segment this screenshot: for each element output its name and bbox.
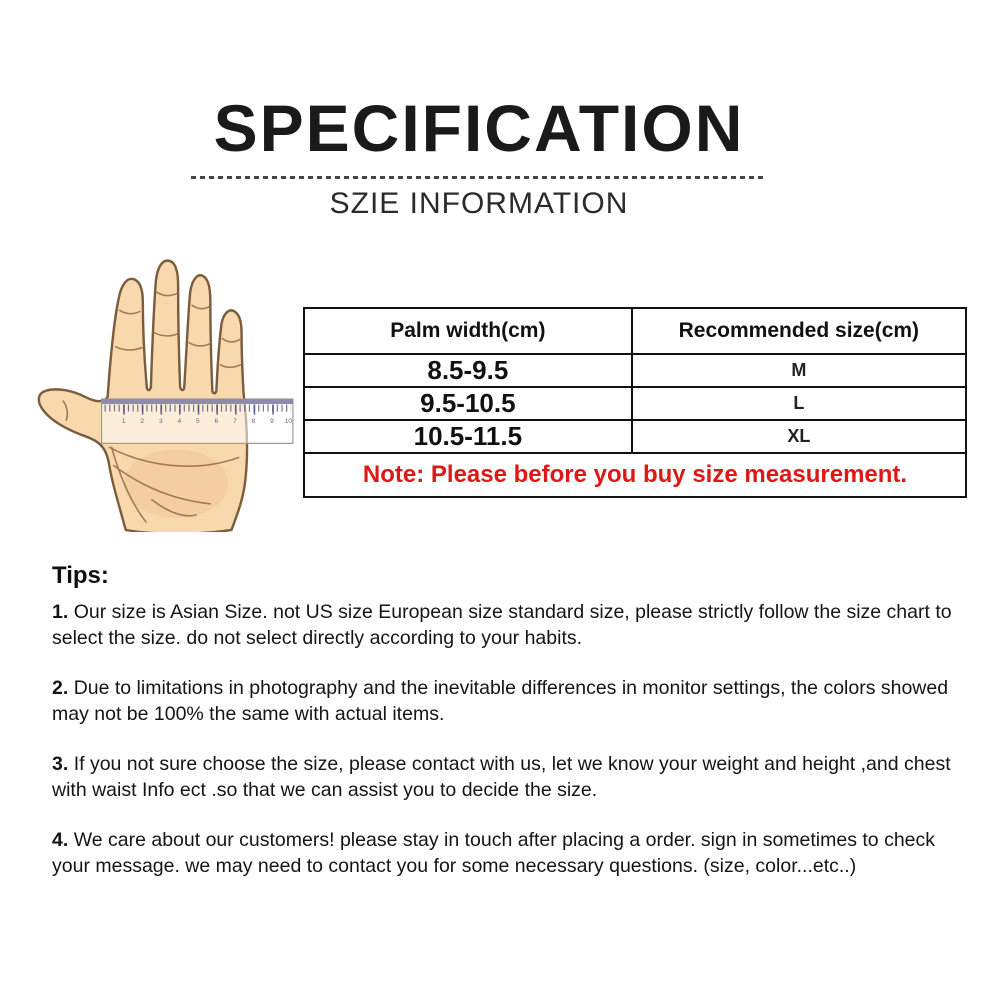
- tip-number: 2.: [52, 677, 69, 699]
- ruler-number: 1: [121, 418, 126, 426]
- table-row: [304, 420, 966, 453]
- recommended-size-value: M: [632, 354, 966, 387]
- tip-number: 4.: [52, 829, 69, 851]
- ruler-number: 2: [140, 418, 145, 426]
- tip-text: Due to limitations in photography and the inevitable differences in monitor settings, the colors showed may not be 100% the same with actual items.: [52, 677, 949, 725]
- ruler-number: 9: [270, 418, 274, 426]
- tip-item: [52, 599, 952, 651]
- note-row: [304, 453, 966, 497]
- tip-item: [52, 827, 952, 879]
- tips-section: [52, 562, 952, 903]
- ruler-number: 4: [177, 418, 182, 426]
- ruler: [102, 399, 293, 443]
- size-table: [303, 307, 967, 498]
- palm-width-value: 8.5-9.5: [304, 354, 632, 387]
- dashed-divider: [191, 176, 767, 179]
- ruler-number: 7: [233, 418, 237, 426]
- hand-measurement-figure: [23, 250, 305, 532]
- recommended-size-value: L: [632, 387, 966, 420]
- tip-text: We care about our customers! please stay in touch after placing a order. sign in sometimes to check your message. we may need to contact you for some necessary questions. (size, color...etc..): [52, 829, 936, 877]
- tips-heading: Tips:: [52, 562, 109, 589]
- ruler-number: 10: [284, 418, 293, 426]
- tip-item: [52, 751, 952, 803]
- column-header-palm-width: Palm width(cm): [304, 308, 632, 354]
- page-subtitle: SZIE INFORMATION: [329, 187, 629, 220]
- tip-number: 1.: [52, 601, 69, 623]
- tip-text: Our size is Asian Size. not US size European size standard size, please strictly follow the size chart to select the size. do not select directly according to your habits.: [52, 601, 952, 649]
- table-row: [304, 354, 966, 387]
- tip-text: If you not sure choose the size, please contact with us, let we know your weight and height ,and chest with waist Info ect .so that we can assist you to decide the size.: [52, 753, 951, 801]
- page-title: SPECIFICATION: [213, 91, 745, 165]
- ruler-number: 3: [158, 418, 163, 426]
- ruler-number: 8: [251, 418, 256, 426]
- size-note: Note: Please before you buy size measurement.: [304, 453, 966, 497]
- hand-svg: [23, 250, 305, 532]
- recommended-size-value: XL: [632, 420, 966, 453]
- ruler-number: 5: [196, 418, 200, 426]
- header: [0, 92, 958, 221]
- table-row: [304, 387, 966, 420]
- tip-number: 3.: [52, 753, 69, 775]
- palm-width-value: 9.5-10.5: [304, 387, 632, 420]
- size-table-header-row: [304, 308, 966, 354]
- ruler-top-bar: [102, 399, 293, 404]
- palm-width-value: 10.5-11.5: [304, 420, 632, 453]
- tip-item: [52, 675, 952, 727]
- ruler-number: 6: [214, 418, 219, 426]
- column-header-recommended-size: Recommended size(cm): [632, 308, 966, 354]
